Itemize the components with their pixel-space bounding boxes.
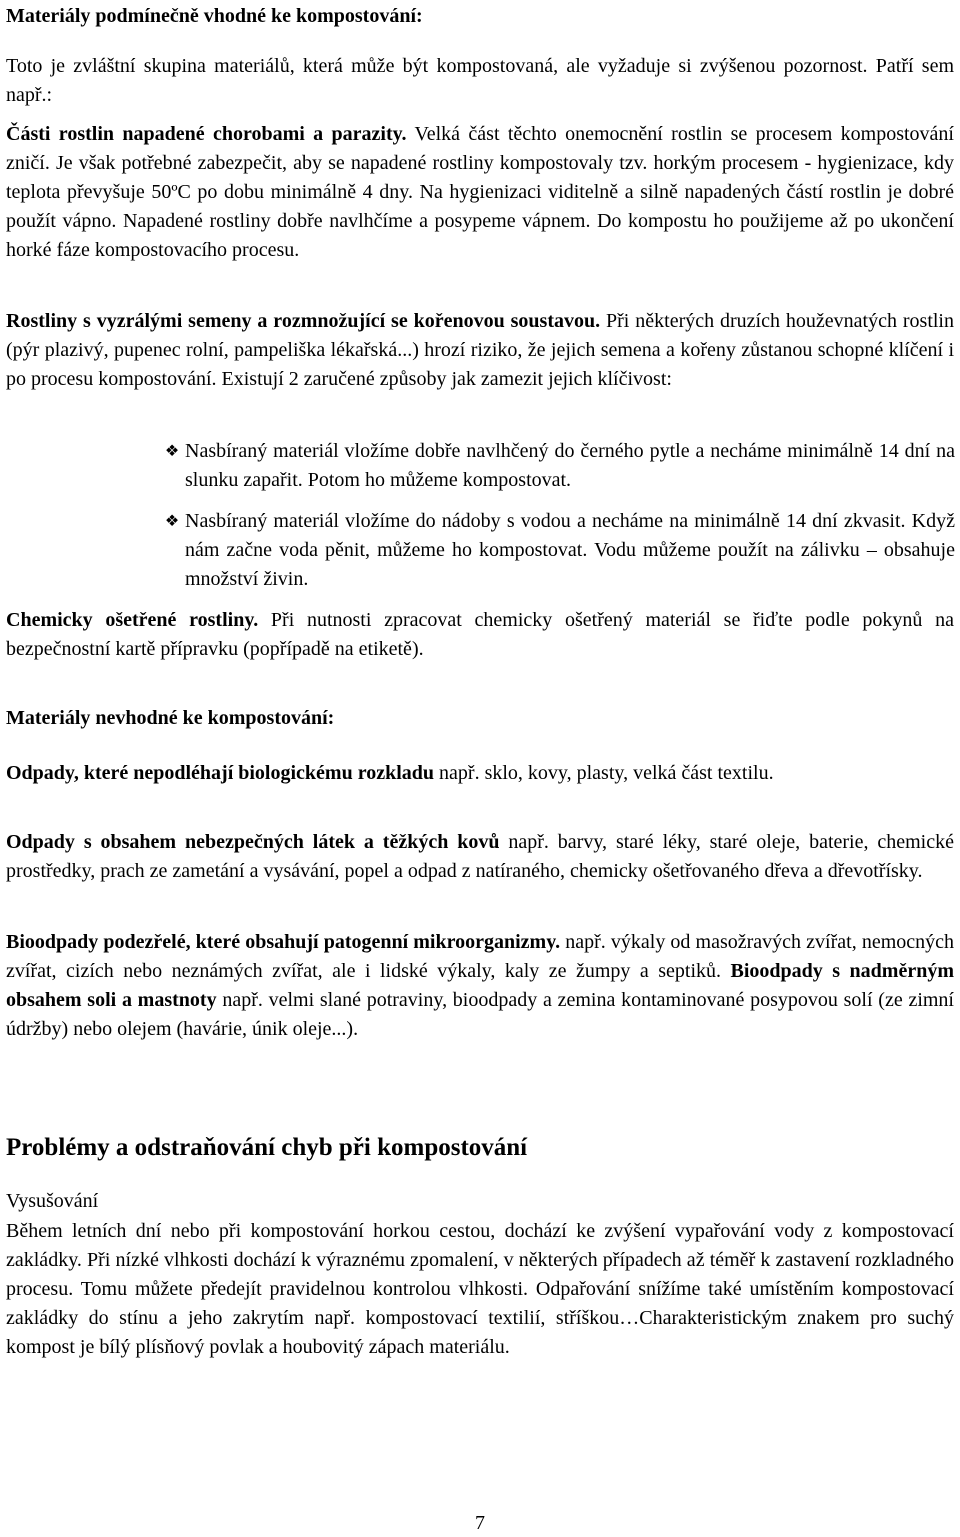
paragraph-seeds bbox=[6, 307, 954, 394]
paragraph-drying: Během letních dní nebo při kompostování horkou cestou, dochází ke zvýšení vypařování vody z kompostovací zakládky. Při nízké vlhkosti dochází k výraznému zpomalení, v některých případech až téměř k zastavení rozkladného procesu. Tomu můžete předejít pravidelnou kontrolou vlhkosti. Odpařování snížíme také umístěním kompostovací zakládky do stínu a jeho zakrytím např. kompostovací textilií, stříškou…Charakteristickým znakem pro suchý kompost je bílý plísňový povlak a houbovitý zápach materiálu. bbox=[6, 1220, 954, 1358]
diamond-bullet-icon: ❖ bbox=[164, 513, 180, 530]
text-pathogens: např. výkaly od masožravých zvířat, nemocných zvířat, cizích nebo neznámých zvířat, ale i lidské výkaly, kaly ze žumpy a septiků. bbox=[6, 931, 955, 982]
section-heading-problems: Problémy a odstraňování chyb při kompostování bbox=[6, 1134, 528, 1161]
paragraph-diseased-plants bbox=[6, 120, 954, 265]
subheading-drying: Vysušování bbox=[6, 1190, 99, 1212]
text-hazardous: např. barvy, staré léky, staré oleje, baterie, chemické prostředky, prach ze zametání a vysávání, popel a odpad z natíraného, chemicky ošetřovaného dřeva a dřevotřísky. bbox=[6, 831, 954, 882]
text-nonbiodegradable: např. sklo, kovy, plasty, velká část textilu. bbox=[434, 762, 774, 784]
bold-lead-hazardous: Odpady s obsahem nebezpečných látek a těžkých kovů bbox=[6, 831, 500, 853]
section-heading-conditional: Materiály podmínečně vhodné ke kompostování: bbox=[6, 5, 423, 27]
bold-lead-nonbiodegradable: Odpady, které nepodléhají biologickému rozkladu bbox=[6, 762, 435, 784]
paragraph-hazardous bbox=[6, 828, 954, 886]
paragraph-pathogens bbox=[6, 928, 954, 1044]
bold-lead-pathogens: Bioodpady podezřelé, které obsahují patogenní mikroorganizmy. bbox=[6, 931, 561, 953]
bold-lead-salt-fat: Bioodpady s nadměrným obsahem soli a mastnoty bbox=[6, 960, 954, 1011]
paragraph-chemical bbox=[6, 606, 954, 664]
section-heading-unsuitable: Materiály nevhodné ke kompostování: bbox=[6, 707, 335, 729]
intro-paragraph: Toto je zvláštní skupina materiálů, která může být kompostovaná, ale vyžaduje si zvýšenou pozornost. Patří sem např.: bbox=[6, 55, 954, 106]
bullet-item-1: Nasbíraný materiál vložíme dobře navlhčený do černého pytle a necháme minimálně 14 dní na slunku zapařit. Potom ho můžeme kompostovat. bbox=[185, 440, 955, 491]
bold-lead-seeds: Rostliny s vyzrálými semeny a rozmnožující se kořenovou soustavou. bbox=[6, 310, 601, 332]
bullet-item-2: Nasbíraný materiál vložíme do nádoby s vodou a necháme na minimálně 14 dní zkvasit. Když nám začne voda pěnit, můžeme ho kompostovat. Vodu můžeme použít na zálivku – obsahuje množství živin. bbox=[185, 510, 955, 590]
text-seeds: Při některých druzích houževnatých rostlin (pýr plazivý, pupenec rolní, pampeliška lékařská...) hrozí riziko, že jejich semena a kořeny zůstanou schopné klíčení i po procesu kompostování. Existují 2 zaručené způsoby jak zamezit jejich klíčivost: bbox=[6, 310, 954, 390]
bold-lead-diseased-plants: Části rostlin napadené chorobami a parazity. bbox=[6, 123, 407, 145]
bold-lead-chemical: Chemicky ošetřené rostliny. bbox=[6, 609, 259, 631]
paragraph-nonbiodegradable bbox=[6, 759, 954, 788]
text-chemical: Při nutnosti zpracovat chemicky ošetřený materiál se řiďte podle pokynů na bezpečnostní kartě přípravku (popřípadě na etiketě). bbox=[6, 609, 954, 660]
text-salt-fat: např. velmi slané potraviny, bioodpady a zemina kontaminované posypovou solí (ze zimní údržby) nebo olejem (havárie, únik oleje...). bbox=[6, 989, 954, 1040]
diamond-bullet-icon: ❖ bbox=[164, 443, 180, 460]
text-diseased-plants: Velká část těchto onemocnění rostlin se procesem kompostování zničí. Je však potřebné zabezpečit, aby se napadené rostliny kompostovaly tzv. horkým procesem - hygienizace, kdy teplota převyšuje 50ºC po dobu minimálně 4 dny. Na hygienizaci viditelně a silně napadených částí rostlin je dobré použít vápno. Napadené rostliny dobře navlhčíme a posypeme vápnem. Do kompostu ho použijeme až po ukončení horké fáze kompostovacího procesu. bbox=[6, 123, 954, 261]
page-number: 7 bbox=[475, 1512, 485, 1534]
